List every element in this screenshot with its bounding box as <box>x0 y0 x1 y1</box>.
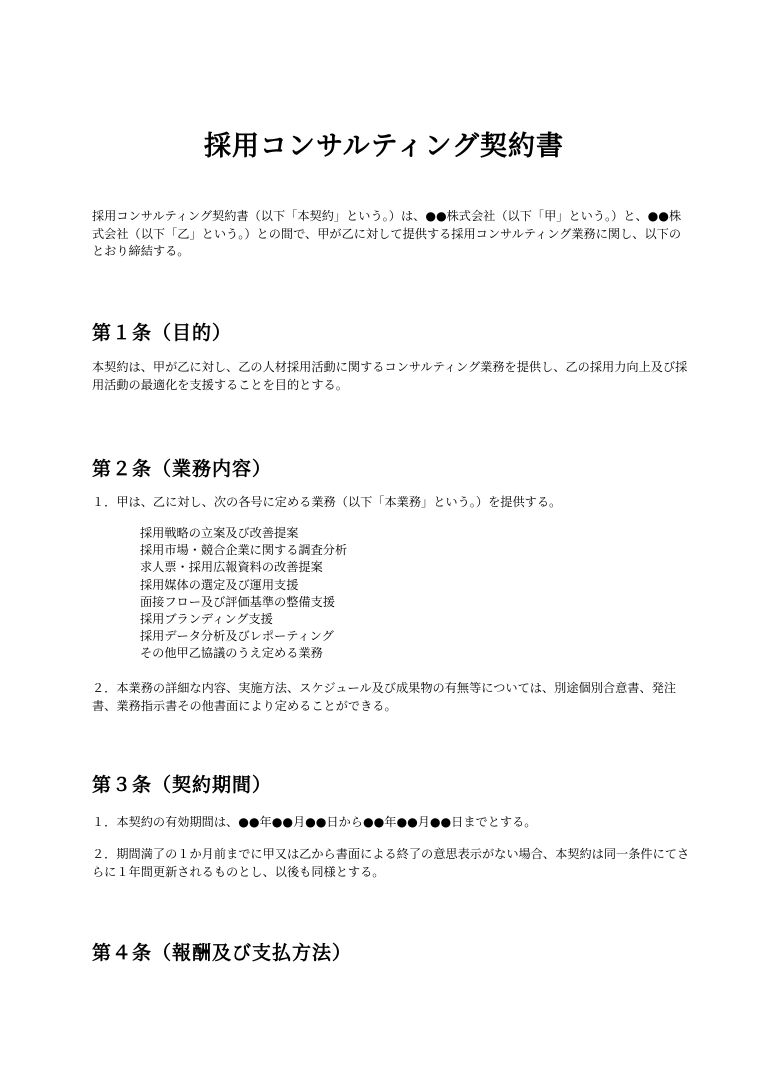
article-3-heading: 第３条（契約期間） <box>92 774 273 796</box>
article-1-heading: 第１条（目的） <box>92 322 233 344</box>
article-2-heading: 第２条（業務内容） <box>92 458 273 480</box>
article-4-heading: 第４条（報酬及び支払方法） <box>92 942 353 964</box>
list-item: その他甲乙協議のうえ定める業務 <box>140 646 323 661</box>
list-item: 採用媒体の選定及び運用支援 <box>140 577 299 592</box>
article-2-clause-2: ２．本業務の詳細な内容、実施方法、スケジュール及び成果物の有無等については、別途個別合意書、発注書、業務指示書その他書面により定めることができる。 <box>92 681 677 713</box>
list-item: 面接フロー及び評価基準の整備支援 <box>140 594 335 609</box>
list-item: 採用データ分析及びレポーティング <box>140 629 334 644</box>
list-item: 求人票・採用広報資料の改善提案 <box>140 560 323 575</box>
list-item: 採用市場・競合企業に関する調査分析 <box>140 543 348 558</box>
document-title: 採用コンサルティング契約書 <box>204 131 564 162</box>
list-item: 採用ブランディング支援 <box>140 612 273 627</box>
article-2-item-list <box>140 525 347 663</box>
intro-paragraph: 採用コンサルティング契約書（以下「本契約」という。）は、●●株式会社（以下「甲」という。）と、●●株式会社（以下「乙」という。）との間で、甲が乙に対して提供する採用コンサルティング業務に関し、以下のとおり締結する。 <box>92 209 682 258</box>
article-2-clause-1: １．甲は、乙に対し、次の各号に定める業務（以下「本業務」という。）を提供する。 <box>92 495 562 509</box>
article-3-clause-2: ２．期間満了の１か月前までに甲又は乙から書面による終了の意思表示がない場合、本契約は同一条件にてさらに１年間更新されるものとし、以後も同様とする。 <box>92 847 690 879</box>
article-3-clause-1: １．本契約の有効期間は、●●年●●月●●日から●●年●●月●●日までとする。 <box>92 815 537 829</box>
list-item: 採用戦略の立案及び改善提案 <box>140 526 299 540</box>
article-1-body: 本契約は、甲が乙に対し、乙の人材採用活動に関するコンサルティング業務を提供し、乙の採用力向上及び採用活動の最適化を支援することを目的とする。 <box>92 360 688 392</box>
